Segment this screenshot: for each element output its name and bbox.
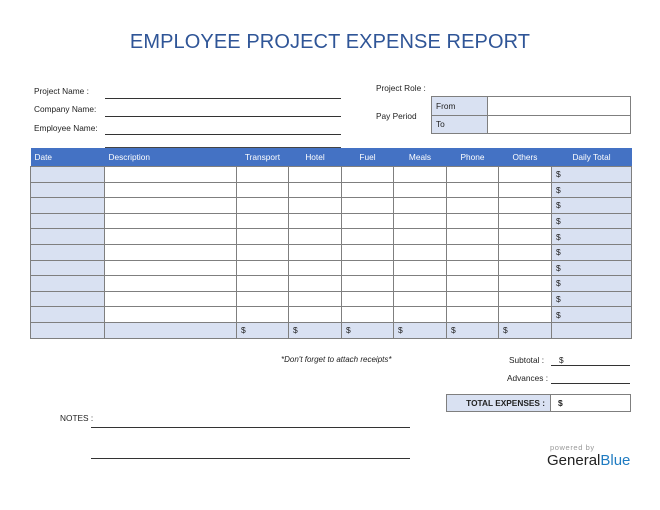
cell-others[interactable] xyxy=(499,182,552,198)
cell-meals[interactable] xyxy=(394,198,447,214)
brand-general: General xyxy=(547,452,601,469)
cell-description[interactable] xyxy=(105,182,237,198)
subtotal-label: Subtotal : xyxy=(509,355,545,365)
total-cell-transport[interactable]: $ xyxy=(237,322,289,338)
table-header-row xyxy=(31,148,632,167)
cell-phone[interactable] xyxy=(447,307,499,323)
cell-transport[interactable] xyxy=(237,307,289,323)
col-header-transport: Transport xyxy=(237,148,289,167)
cell-fuel[interactable] xyxy=(342,244,394,260)
total-cell-daily-total[interactable] xyxy=(552,322,632,338)
cell-others[interactable] xyxy=(499,213,552,229)
powered-by-text: powered by xyxy=(550,443,595,452)
table-row xyxy=(31,260,632,276)
col-header-meals: Meals xyxy=(394,148,447,167)
pay-period-box xyxy=(431,96,631,134)
cell-transport[interactable] xyxy=(237,167,289,183)
col-header-others: Others xyxy=(499,148,552,167)
cell-meals[interactable] xyxy=(394,260,447,276)
cell-fuel[interactable] xyxy=(342,167,394,183)
total-cell-phone[interactable]: $ xyxy=(447,322,499,338)
advances-field[interactable] xyxy=(551,383,630,384)
subtotal-field[interactable] xyxy=(551,365,630,366)
cell-transport[interactable] xyxy=(237,229,289,245)
cell-transport[interactable] xyxy=(237,182,289,198)
cell-hotel[interactable] xyxy=(289,307,342,323)
project-role-label: Project Role : xyxy=(376,83,426,93)
cell-daily-total[interactable]: $ xyxy=(552,260,632,276)
cell-description[interactable] xyxy=(105,213,237,229)
total-cell-meals[interactable]: $ xyxy=(394,322,447,338)
table-row xyxy=(31,276,632,292)
cell-others[interactable] xyxy=(499,167,552,183)
total-cell-description[interactable] xyxy=(105,322,237,338)
cell-daily-total[interactable]: $ xyxy=(552,229,632,245)
cell-hotel[interactable] xyxy=(289,229,342,245)
cell-description[interactable] xyxy=(105,291,237,307)
cell-meals[interactable] xyxy=(394,213,447,229)
cell-date[interactable] xyxy=(31,276,105,292)
table-row xyxy=(31,229,632,245)
cell-hotel[interactable] xyxy=(289,167,342,183)
table-row xyxy=(31,291,632,307)
cell-fuel[interactable] xyxy=(342,213,394,229)
cell-date[interactable] xyxy=(31,260,105,276)
cell-fuel[interactable] xyxy=(342,276,394,292)
cell-hotel[interactable] xyxy=(289,260,342,276)
total-cell-others[interactable]: $ xyxy=(499,322,552,338)
project-name-field[interactable] xyxy=(105,98,341,99)
cell-meals[interactable] xyxy=(394,291,447,307)
pay-period-from-row xyxy=(432,97,630,116)
table-row xyxy=(31,307,632,323)
cell-hotel[interactable] xyxy=(289,182,342,198)
cell-fuel[interactable] xyxy=(342,198,394,214)
cell-others[interactable] xyxy=(499,244,552,260)
page-title: EMPLOYEE PROJECT EXPENSE REPORT xyxy=(129,31,531,53)
cell-date[interactable] xyxy=(31,182,105,198)
cell-others[interactable] xyxy=(499,307,552,323)
cell-fuel[interactable] xyxy=(342,182,394,198)
cell-hotel[interactable] xyxy=(289,276,342,292)
table-row xyxy=(31,182,632,198)
cell-hotel[interactable] xyxy=(289,213,342,229)
notes-label: NOTES : xyxy=(60,413,94,423)
cell-hotel[interactable] xyxy=(289,291,342,307)
cell-daily-total[interactable]: $ xyxy=(552,213,632,229)
cell-fuel[interactable] xyxy=(342,291,394,307)
cell-phone[interactable] xyxy=(447,198,499,214)
col-header-description: Description xyxy=(105,148,237,167)
cell-phone[interactable] xyxy=(447,182,499,198)
cell-daily-total[interactable]: $ xyxy=(552,276,632,292)
cell-description[interactable] xyxy=(105,276,237,292)
cell-date[interactable] xyxy=(31,244,105,260)
table-row xyxy=(31,167,632,183)
table-row xyxy=(31,244,632,260)
totals-row xyxy=(31,322,632,338)
cell-meals[interactable] xyxy=(394,167,447,183)
cell-hotel[interactable] xyxy=(289,198,342,214)
cell-daily-total[interactable]: $ xyxy=(552,307,632,323)
cell-daily-total[interactable]: $ xyxy=(552,198,632,214)
cell-description[interactable] xyxy=(105,198,237,214)
total-expenses-label: TOTAL EXPENSES : xyxy=(447,395,551,411)
cell-meals[interactable] xyxy=(394,182,447,198)
cell-hotel[interactable] xyxy=(289,244,342,260)
brand-blue: Blue xyxy=(600,452,631,469)
col-header-date: Date xyxy=(31,148,105,167)
cell-phone[interactable] xyxy=(447,291,499,307)
cell-daily-total[interactable]: $ xyxy=(552,291,632,307)
cell-daily-total[interactable]: $ xyxy=(552,244,632,260)
cell-date[interactable] xyxy=(31,213,105,229)
notes-line-1[interactable] xyxy=(91,427,410,428)
subtotal-value: $ xyxy=(559,355,564,365)
cell-fuel[interactable] xyxy=(342,229,394,245)
table-row xyxy=(31,198,632,214)
cell-others[interactable] xyxy=(499,260,552,276)
to-label: To xyxy=(432,116,488,133)
cell-others[interactable] xyxy=(499,276,552,292)
pay-period-to-row xyxy=(432,116,630,133)
cell-others[interactable] xyxy=(499,291,552,307)
cell-fuel[interactable] xyxy=(342,307,394,323)
cell-phone[interactable] xyxy=(447,244,499,260)
generalblue-logo xyxy=(547,452,630,469)
cell-description[interactable] xyxy=(105,307,237,323)
cell-meals[interactable] xyxy=(394,244,447,260)
from-label: From xyxy=(432,97,488,115)
cell-daily-total[interactable]: $ xyxy=(552,182,632,198)
col-header-daily-total: Daily Total xyxy=(552,148,632,167)
cell-meals[interactable] xyxy=(394,229,447,245)
cell-transport[interactable] xyxy=(237,276,289,292)
from-field[interactable] xyxy=(489,97,630,115)
table-row xyxy=(31,213,632,229)
cell-date[interactable] xyxy=(31,198,105,214)
cell-phone[interactable] xyxy=(447,213,499,229)
notes-line-2[interactable] xyxy=(91,458,410,459)
total-cell-hotel[interactable]: $ xyxy=(289,322,342,338)
pay-period-label: Pay Period xyxy=(376,111,417,121)
cell-description[interactable] xyxy=(105,167,237,183)
employee-name-label: Employee Name: xyxy=(34,123,98,133)
cell-description[interactable] xyxy=(105,244,237,260)
cell-transport[interactable] xyxy=(237,260,289,276)
employee-name-field[interactable] xyxy=(105,134,341,135)
cell-description[interactable] xyxy=(105,229,237,245)
cell-date[interactable] xyxy=(31,291,105,307)
cell-meals[interactable] xyxy=(394,276,447,292)
to-field[interactable] xyxy=(489,116,630,133)
cell-others[interactable] xyxy=(499,229,552,245)
cell-date[interactable] xyxy=(31,167,105,183)
cell-description[interactable] xyxy=(105,260,237,276)
cell-transport[interactable] xyxy=(237,213,289,229)
cell-transport[interactable] xyxy=(237,244,289,260)
cell-phone[interactable] xyxy=(447,260,499,276)
project-name-label: Project Name : xyxy=(34,86,89,96)
col-header-hotel: Hotel xyxy=(289,148,342,167)
cell-phone[interactable] xyxy=(447,167,499,183)
expense-table xyxy=(30,148,632,339)
cell-phone[interactable] xyxy=(447,276,499,292)
receipt-note: *Don't forget to attach receipts* xyxy=(281,355,392,364)
total-expenses-value: $ xyxy=(558,398,563,408)
cell-transport[interactable] xyxy=(237,291,289,307)
advances-label: Advances : xyxy=(507,373,549,383)
cell-fuel[interactable] xyxy=(342,260,394,276)
total-cell-date[interactable] xyxy=(31,322,105,338)
cell-daily-total[interactable]: $ xyxy=(552,167,632,183)
cell-date[interactable] xyxy=(31,229,105,245)
company-name-field[interactable] xyxy=(105,116,341,117)
col-header-fuel: Fuel xyxy=(342,148,394,167)
col-header-phone: Phone xyxy=(447,148,499,167)
total-expenses-box xyxy=(446,394,631,412)
cell-meals[interactable] xyxy=(394,307,447,323)
company-name-label: Company Name: xyxy=(34,104,97,114)
cell-phone[interactable] xyxy=(447,229,499,245)
cell-date[interactable] xyxy=(31,307,105,323)
total-cell-fuel[interactable]: $ xyxy=(342,322,394,338)
cell-transport[interactable] xyxy=(237,198,289,214)
cell-others[interactable] xyxy=(499,198,552,214)
